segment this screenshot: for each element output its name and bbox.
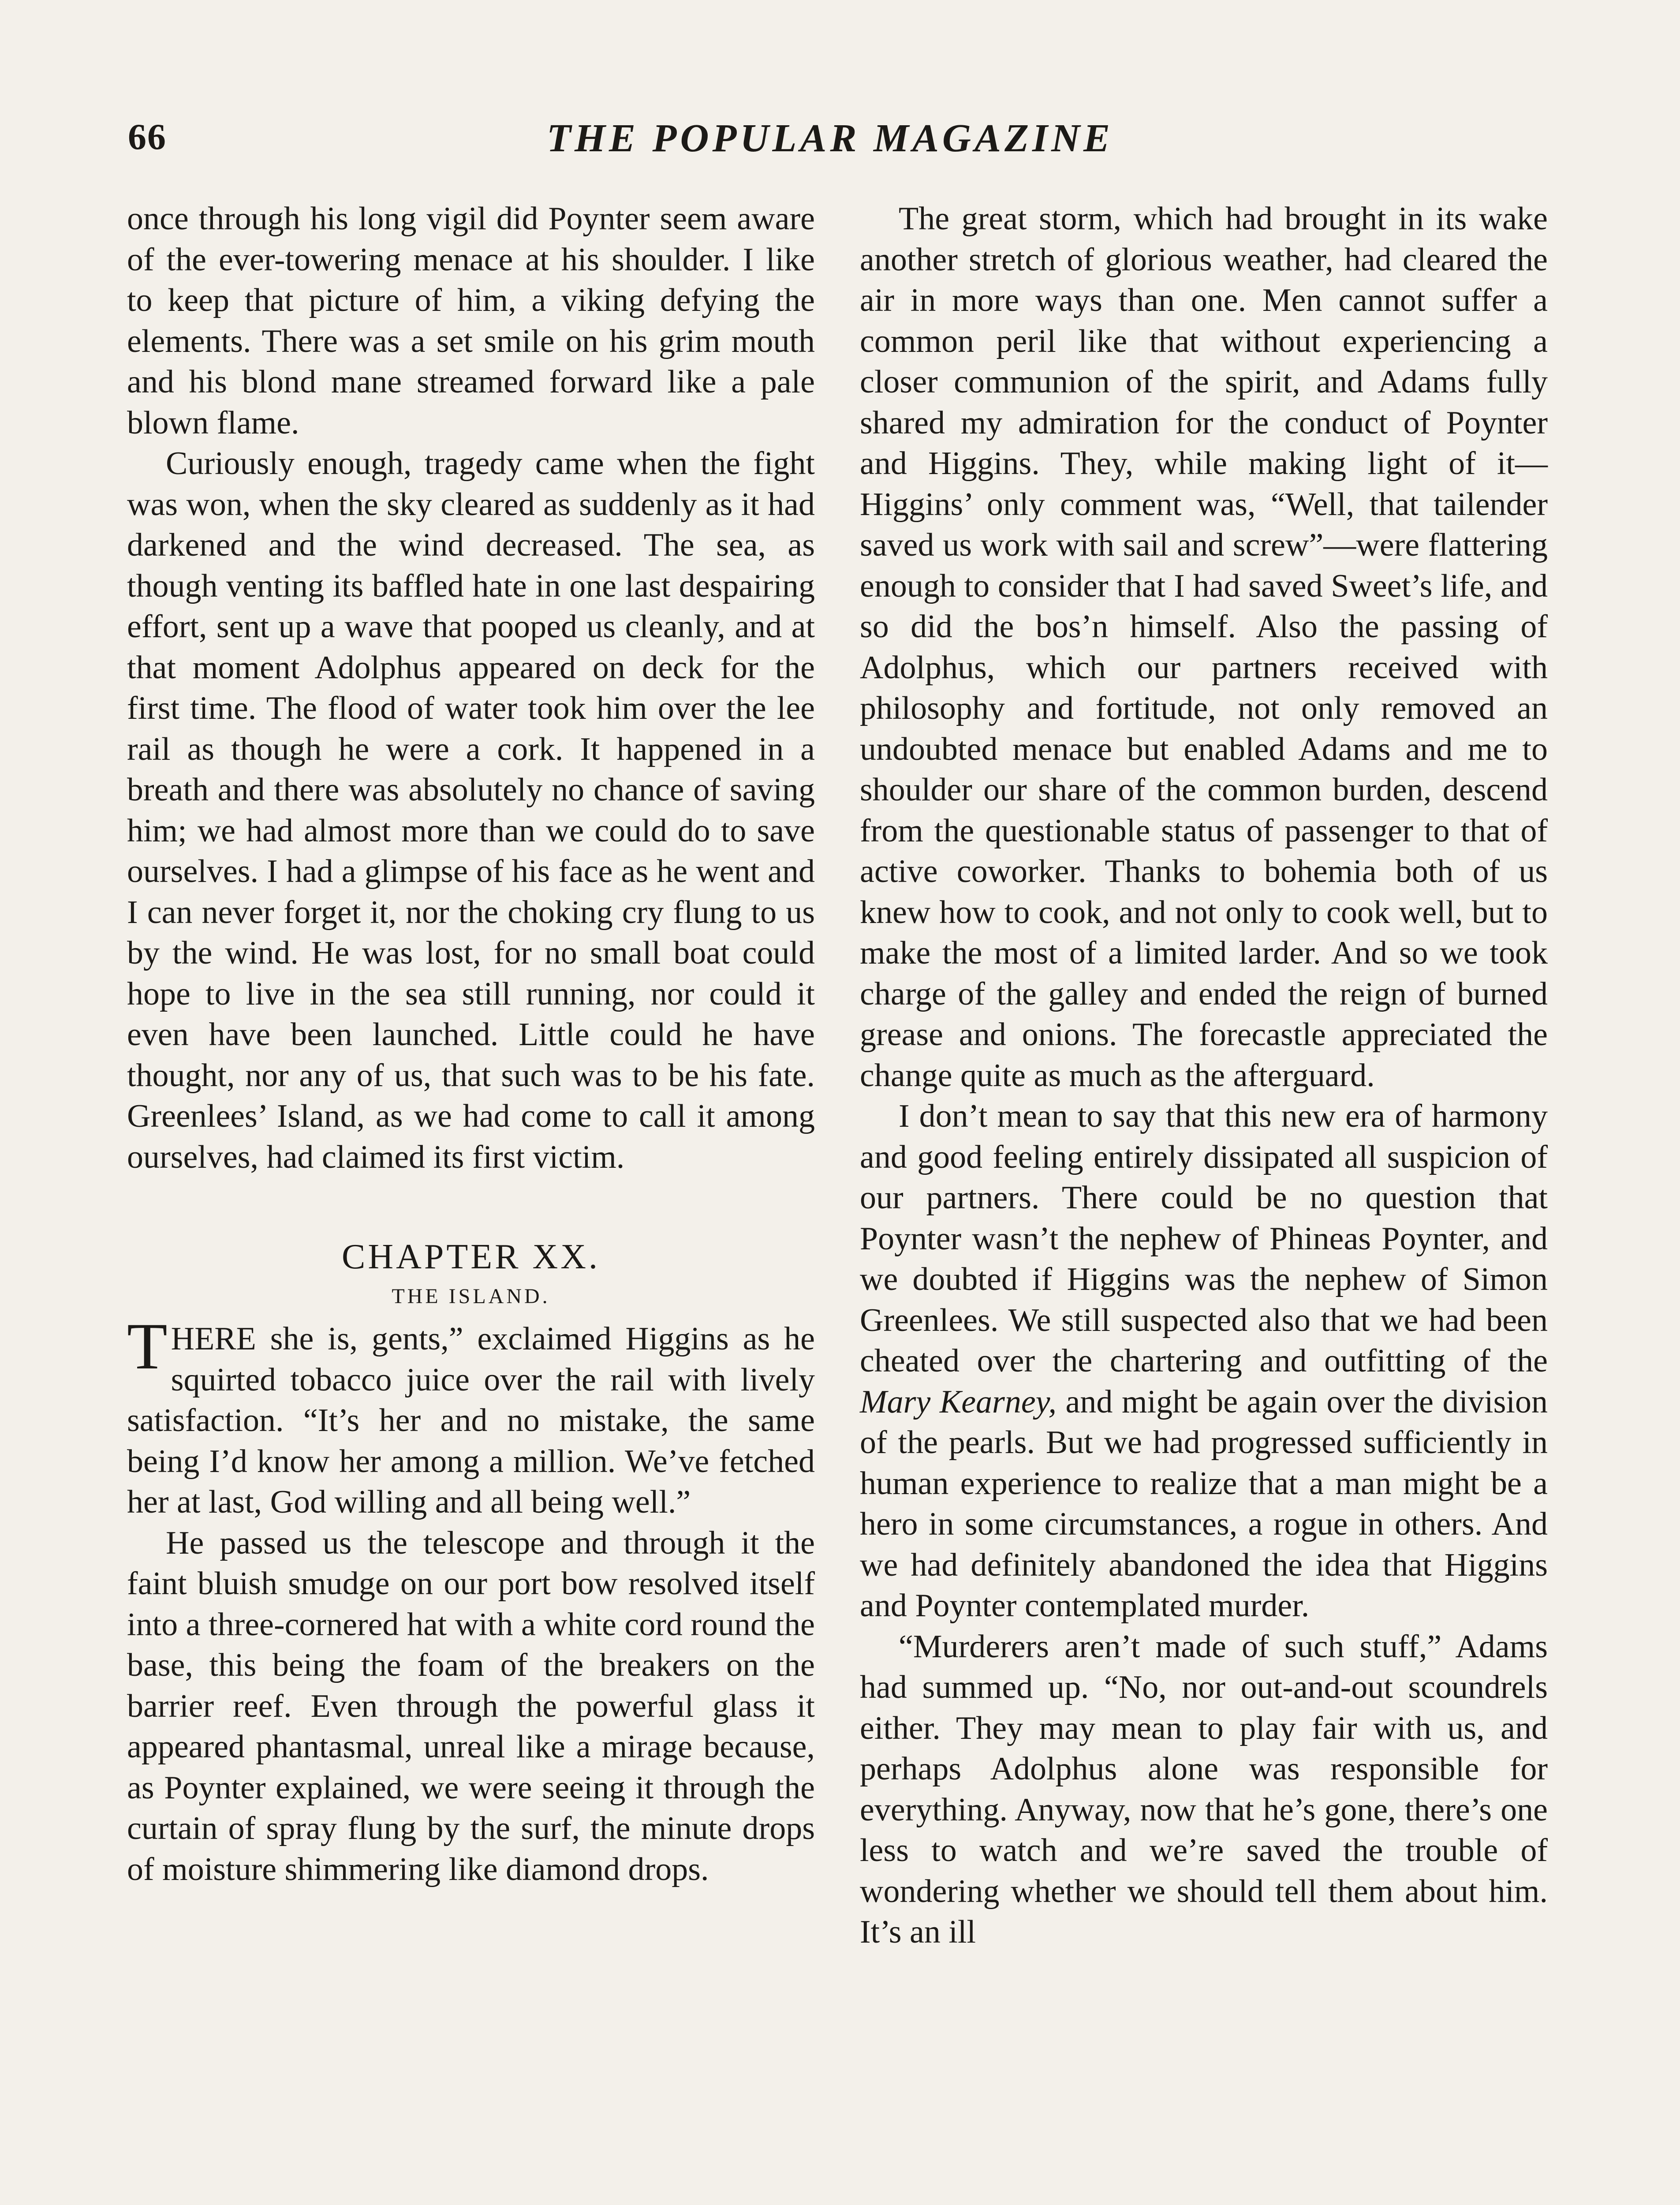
paragraph: Curiously enough, tragedy came when the fight was won, when the sky cleared as suddenly as it had darkened and the wind decreased. The sea, as though venting its baffled hate in one last despairing effort, sent up a wave that pooped us cleanly, and at that moment Adolphus appeared on deck for the first time. The flood of water took him over the lee rail as though he were a cork. It happened in a breath and there was absolutely no chance of saving him; we had almost more than we could do to save ourselves. I had a glimpse of his face as he went and I can never forget it, nor the choking cry flung to us by the wind. He was lost, for no small boat could hope to live in the sea still running, nor could it even have been launched. Little could he have thought, nor any of us, that such was to be his fate. Greenlees’ Island, as we had come to call it among ourselves, had claimed its first victim.: [127, 445, 815, 1175]
paragraph-text: and might be again over the division of the pearls. But we had progressed sufficiently in human experience to realize that a man might be a hero in some circumstances, a rogue in others. And we had definitely abandoned the idea that Higgins and Poynter contemplated murder.: [860, 1383, 1548, 1624]
paragraph-text: I don’t mean to say that this new era of harmony and good feeling entirely dissipated all suspicion of our partners. There could be no question that Poynter wasn’t the nephew of Phineas Poynter, and we doubted if Higgins was the nephew of Simon Greenlees. We still suspected also that we had been cheated over the chartering and outfitting of the: [860, 1098, 1548, 1379]
paragraph: [860, 1096, 1548, 1626]
left-column: [127, 198, 815, 1890]
paragraph-text: HERE she is, gents,” exclaimed Higgins as he squirted tobacco juice over the rail with lively satisfaction. “It’s her and no mistake, the same being I’d know her among a million. We’ve fetched her at last, God willing and all being well.”: [127, 1321, 815, 1520]
chapter-opening-paragraph: [127, 1310, 815, 1523]
paragraph: “Murderers aren’t made of such stuff,” Adams had summed up. “No, nor out-and-out scoundrels either. They may mean to play fair with us, and perhaps Adolphus alone was responsible for everything. Anyway, now that he’s gone, there’s one less to watch and we’re saved the trouble of wondering whether we should tell them about him. It’s an ill: [860, 1628, 1548, 1950]
ship-name: Mary Kearney,: [860, 1383, 1057, 1420]
drop-cap: T: [127, 1310, 168, 1383]
paragraph: The great storm, which had brought in its wake another stretch of glorious weather, had cleared the air in more ways than one. Men cannot suffer a common peril like that without experiencing a closer communion of the spirit, and Adams fully shared my admiration for the conduct of Poynter and Higgins. They, while making light of it—Higgins’ only comment was, “Well, that tailender saved us work with sail and screw”—were flattering enough to consider that I had saved Sweet’s life, and so did the bos’n himself. Also the passing of Adolphus, which our partners received with philosophy and fortitude, not only removed an undoubted menace but enabled Adams and me to shoulder our share of the common burden, descend from the questionable status of passenger to that of active coworker. Thanks to bohemia both of us knew how to cook, and not only to cook well, but to make the most of a limited larder. And so we took charge of the galley and ended the reign of burned grease and onions. The forecastle appreciated the change quite as much as the afterguard.: [860, 201, 1548, 1094]
chapter-heading: [127, 1235, 815, 1314]
page-number: 66: [128, 116, 167, 157]
chapter-title: CHAPTER XX.: [341, 1237, 601, 1276]
paragraph: He passed us the telescope and through it the faint bluish smudge on our port bow resolved itself into a three-cornered hat with a white cord round the base, this being the foam of the breakers on the barrier reef. Even through the powerful glass it appeared phantasmal, unreal like a mirage because, as Poynter explained, we were seeing it through the curtain of spray flung by the surf, the minute drops of moisture shimmering like diamond drops.: [127, 1525, 815, 1887]
paragraph: once through his long vigil did Poynter seem aware of the ever-towering menace at his shoulder. I like to keep that picture of him, a viking defying the elements. There was a set smile on his grim mouth and his blond mane streamed forward like a pale blown flame.: [127, 201, 815, 441]
right-column: [860, 198, 1548, 1953]
running-head-title: THE POPULAR MAGAZINE: [547, 116, 1114, 160]
chapter-subtitle: THE ISLAND.: [392, 1285, 550, 1308]
